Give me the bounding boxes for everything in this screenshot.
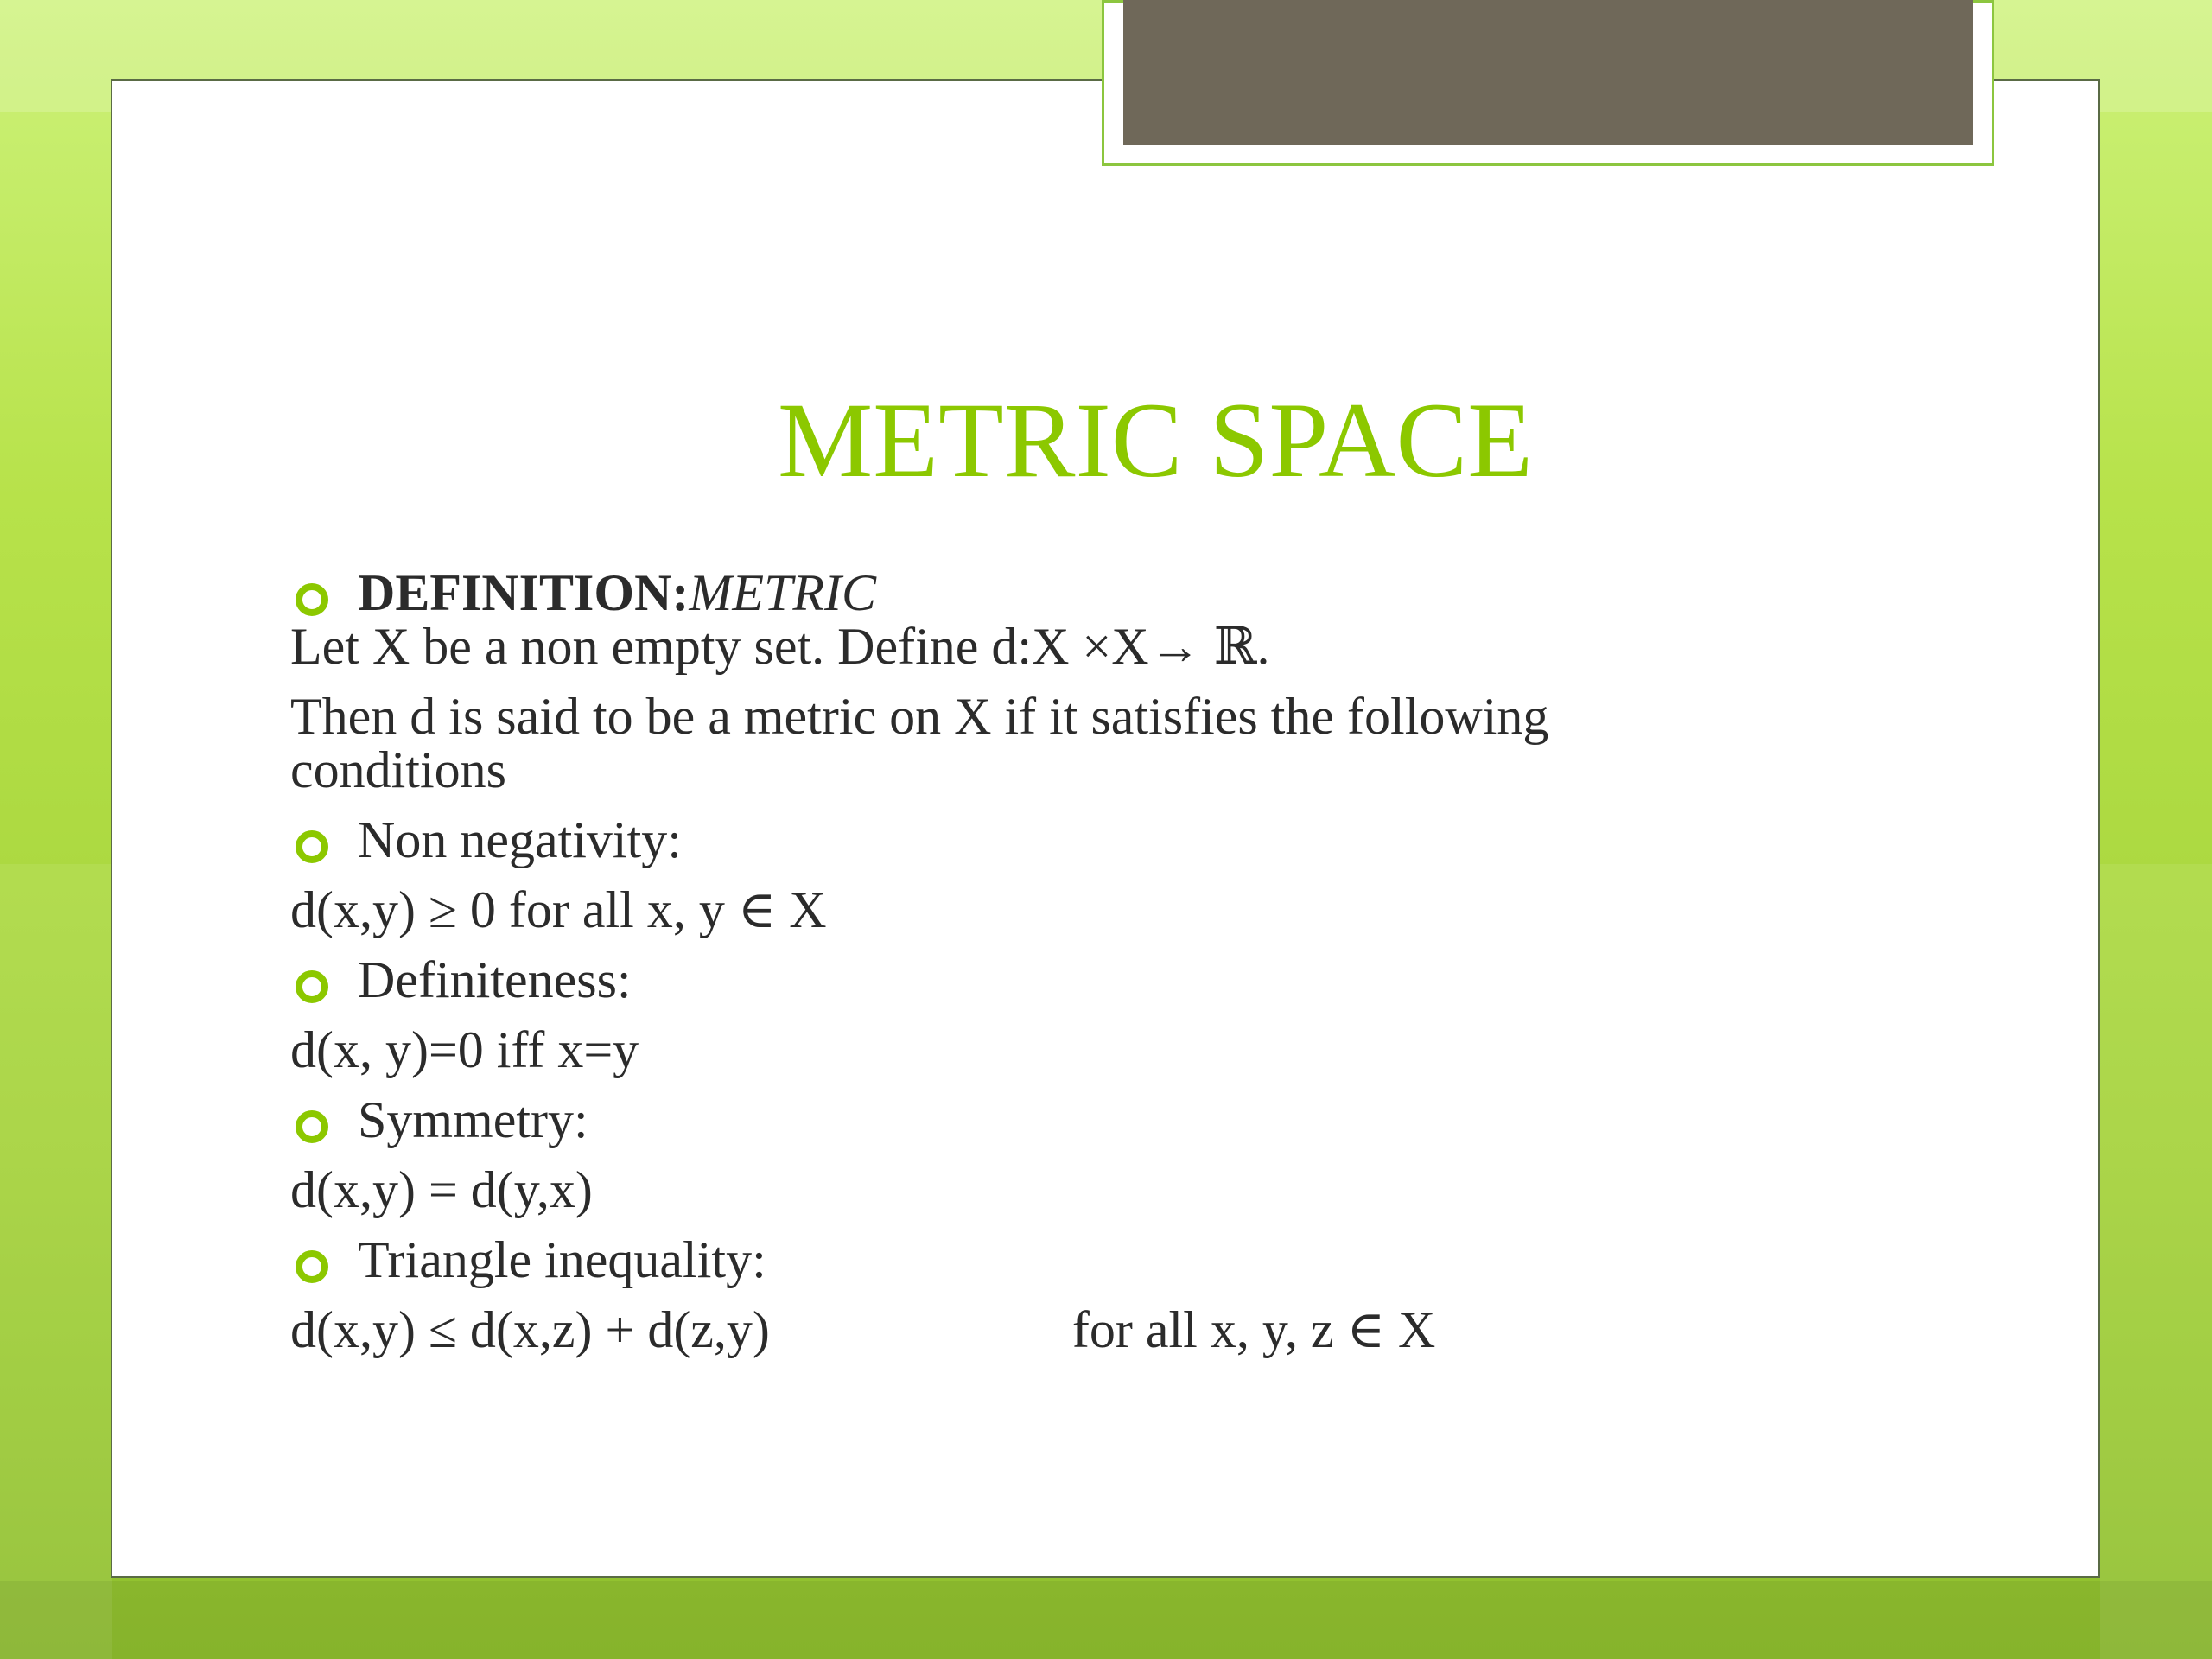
condition-formula-definiteness: d(x, y)=0 iff x=y — [290, 1021, 639, 1078]
triangle-formula: d(x,y) ≤ d(x,z) + d(z,y) — [290, 1301, 770, 1358]
definition-label: DEFINITION: — [358, 564, 690, 621]
slide-title: METRIC SPACE — [778, 381, 1533, 499]
decorative-tab — [1123, 0, 1973, 145]
bullet-icon — [296, 1110, 328, 1143]
slide-body — [290, 566, 1828, 1357]
condition-heading-symmetry: Symmetry: — [290, 1093, 1828, 1147]
triangle-qualifier: for all x, y, z ∈ X — [1071, 1301, 1436, 1358]
condition-heading-triangle: Triangle inequality: — [290, 1233, 1828, 1287]
background-band-bottom — [0, 1581, 2212, 1659]
bullet-icon — [296, 1250, 328, 1283]
background-band-left — [0, 864, 112, 1659]
condition-heading-definiteness: Definiteness: — [290, 953, 1828, 1007]
background-band-right — [2100, 864, 2212, 1659]
then-line-1: Then d is said to be a metric on X if it satisfies the following — [290, 688, 1549, 745]
bullet-icon — [296, 970, 328, 1003]
bullet-icon — [296, 830, 328, 863]
condition-formula-non-negativity: d(x,y) ≥ 0 for all x, y ∈ X — [290, 881, 827, 938]
bullet-icon — [296, 583, 328, 616]
definition-term: METRIC — [689, 564, 877, 621]
definition-line — [290, 566, 1828, 620]
then-line-2: conditions — [290, 741, 506, 798]
condition-formula-triangle — [290, 1303, 1828, 1357]
condition-formula-symmetry: d(x,y) = d(y,x) — [290, 1161, 593, 1218]
condition-heading-non-negativity: Non negativity: — [290, 813, 1828, 867]
intro-line: Let X be a non empty set. Define d:X ×X→ ℝ. — [290, 618, 1270, 675]
